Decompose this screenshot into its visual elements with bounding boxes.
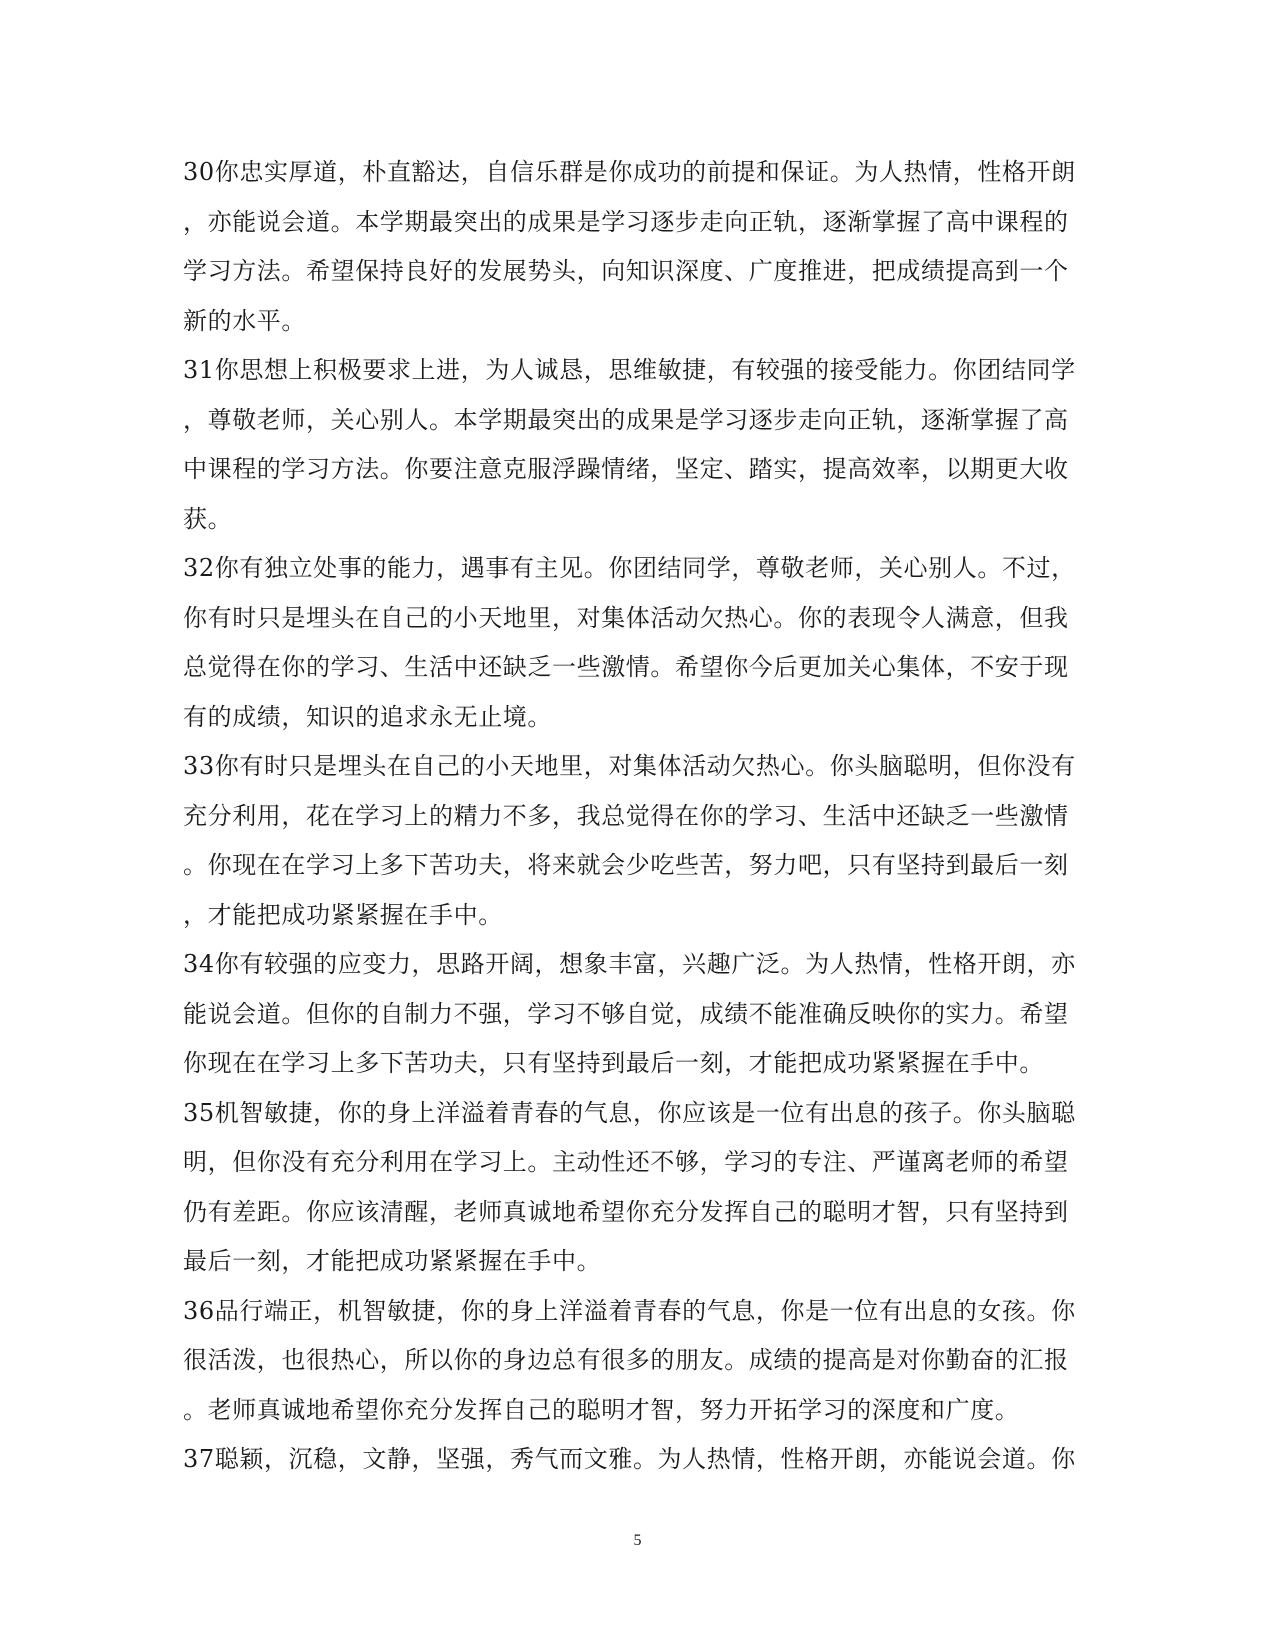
text-line: 32你有独立处事的能力，遇事有主见。你团结同学，尊敬老师，关心别人。不过， <box>183 554 1076 582</box>
paragraph-34 <box>183 940 1095 1089</box>
text-line: 充分利用，花在学习上的精力不多，我总觉得在你的学习、生活中还缺乏一些激情 <box>183 801 1069 830</box>
text-line: 中课程的学习方法。你要注意克服浮躁情绪，坚定、踏实，提高效率，以期更大收 <box>183 455 1069 483</box>
text-line: 有的成绩，知识的追求永无止境。 <box>183 702 552 731</box>
text-line: 你现在在学习上多下苦功夫，只有坚持到最后一刻，才能把成功紧紧握在手中。 <box>183 1049 1044 1077</box>
text-line: 获。 <box>183 504 233 533</box>
text-line: 学习方法。希望保持良好的发展势头，向知识深度、广度推进，把成绩提高到一个 <box>183 257 1069 285</box>
paragraph-31 <box>183 346 1095 544</box>
text-line: 33你有时只是埋头在自己的小天地里，对集体活动欠热心。你头脑聪明，但你没有 <box>183 752 1076 780</box>
document-body <box>183 148 1095 1485</box>
paragraph-30 <box>183 148 1095 346</box>
text-line: 37聪颖，沉稳，文静，坚强，秀气而文雅。为人热情，性格开朗，亦能说会道。你 <box>183 1445 1076 1473</box>
text-line: 新的水平。 <box>183 306 306 335</box>
paragraph-32 <box>183 544 1095 742</box>
text-line: 。老师真诚地希望你充分发挥自己的聪明才智，努力开拓学习的深度和广度。 <box>183 1395 1020 1424</box>
text-line: ，才能把成功紧紧握在手中。 <box>183 900 503 929</box>
text-line: 31你思想上积极要求上进，为人诚恳，思维敏捷，有较强的接受能力。你团结同学 <box>183 356 1076 384</box>
paragraph-35 <box>183 1089 1095 1287</box>
text-line: 明，但你没有充分利用在学习上。主动性还不够，学习的专注、严谨离老师的希望 <box>183 1148 1069 1176</box>
text-line: 35机智敏捷，你的身上洋溢着青春的气息，你应该是一位有出息的孩子。你头脑聪 <box>183 1098 1076 1127</box>
page-number: 5 <box>633 1532 642 1549</box>
text-line: 30你忠实厚道，朴直豁达，自信乐群是你成功的前提和保证。为人热情，性格开朗 <box>183 158 1076 186</box>
text-line: 很活泼，也很热心，所以你的身边总有很多的朋友。成绩的提高是对你勤奋的汇报 <box>183 1346 1069 1374</box>
text-line: ，亦能说会道。本学期最突出的成果是学习逐步走向正轨，逐渐掌握了高中课程的 <box>183 207 1069 236</box>
paragraph-37 <box>183 1435 1095 1485</box>
text-line: 总觉得在你的学习、生活中还缺乏一些激情。希望你今后更加关心集体，不安于现 <box>183 653 1069 681</box>
paragraph-36 <box>183 1287 1095 1436</box>
text-line: 。你现在在学习上多下苦功夫，将来就会少吃些苦，努力吧，只有坚持到最后一刻 <box>183 851 1069 879</box>
text-line: 能说会道。但你的自制力不强，学习不够自觉，成绩不能准确反映你的实力。希望 <box>183 999 1069 1028</box>
paragraph-33 <box>183 742 1095 940</box>
text-line: 仍有差距。你应该清醒，老师真诚地希望你充分发挥自己的聪明才智，只有坚持到 <box>183 1197 1069 1226</box>
text-line: 36品行端正，机智敏捷，你的身上洋溢着青春的气息，你是一位有出息的女孩。你 <box>183 1296 1076 1325</box>
text-line: 最后一刻，才能把成功紧紧握在手中。 <box>183 1247 602 1275</box>
text-line: ，尊敬老师，关心别人。本学期最突出的成果是学习逐步走向正轨，逐渐掌握了高 <box>183 405 1069 434</box>
text-line: 34你有较强的应变力，思路开阔，想象丰富，兴趣广泛。为人热情，性格开朗，亦 <box>183 950 1076 978</box>
text-line: 你有时只是埋头在自己的小天地里，对集体活动欠热心。你的表现令人满意，但我 <box>183 603 1069 632</box>
